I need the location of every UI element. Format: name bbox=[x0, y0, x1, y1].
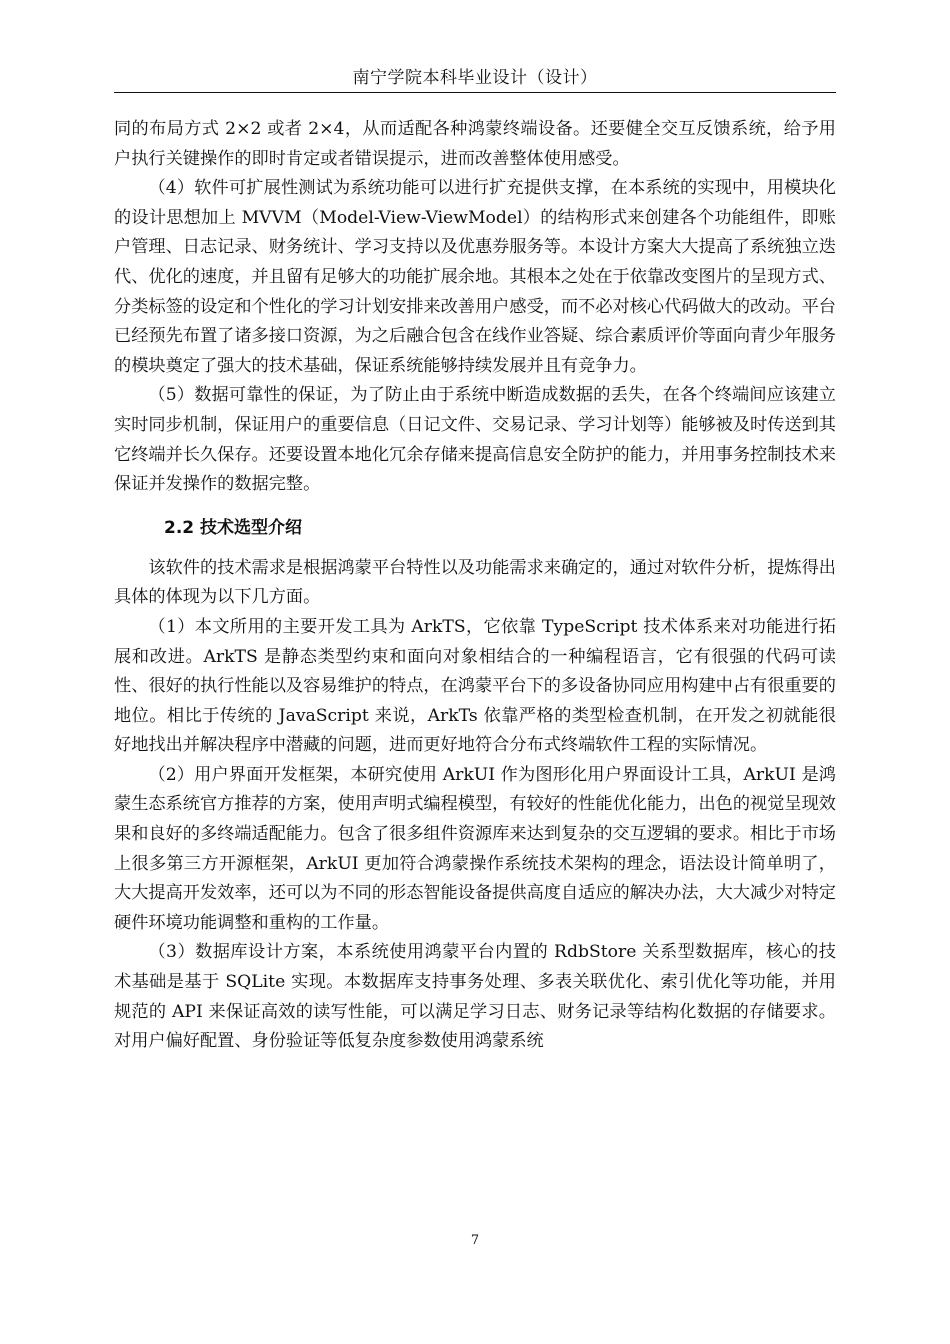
header-divider bbox=[114, 92, 836, 93]
page-number: 7 bbox=[470, 1233, 480, 1248]
paragraph-continuation: 同的布局方式 2×2 或者 2×4，从而适配各种鸿蒙终端设备。还要健全交互反馈系统，给予用户执行关键操作的即时肯定或者错误提示，进而改善整体使用感受。 bbox=[114, 119, 836, 169]
section-heading: 2.2 技术选型介绍 bbox=[164, 517, 303, 538]
page-body bbox=[114, 115, 836, 1057]
paragraph-arkui: （2）用户界面开发框架，本研究使用 ArkUI 作为图形化用户界面设计工具，ArkUI 是鸿蒙生态系统官方推荐的方案，使用声明式编程模型，有较好的性能优化能力，出色的视觉呈现效果和良好的多终端适配能力。包含了很多组件资源库来达到复杂的交互逻辑的要求。相比于市场上很多第三方开源框架，ArkUI 更加符合鸿蒙操作系统技术架构的理念，语法设计简单明了，大大提高开发效率，还可以为不同的形态智能设备提供高度自适应的解决办法，大大减少对特定硬件环境功能调整和重构的工作量。 bbox=[114, 764, 836, 933]
paragraph-arkts: （1）本文所用的主要开发工具为 ArkTS，它依靠 TypeScript 技术体系来对功能进行拓展和改进。ArkTS 是静态类型约束和面向对象相结合的一种编程语言，它有很强的代码可读性、很好的执行性能以及容易维护的特点，在鸿蒙平台下的多设备协同应用构建中占有很重要的地位。相比于传统的 JavaScript 来说，ArkTs 依靠严格的类型检查机制，在开发之初就能很好地找出并解决程序中潜藏的问题，进而更好地符合分布式终端软件工程的实际情况。 bbox=[114, 616, 836, 756]
paragraph-extensibility: （4）软件可扩展性测试为系统功能可以进行扩充提供支撑，在本系统的实现中，用模块化的设计思想加上 MVVM（Model-View-ViewModel）的结构形式来创建各个功能组件，即账户管理、日志记录、财务统计、学习支持以及优惠券服务等。本设计方案大大提高了系统独立迭代、优化的速度，并且留有足够大的功能扩展余地。其根本之处在于依靠改变图片的呈现方式、分类标签的设定和个性化的学习计划安排来改善用户感受，而不必对核心代码做大的改动。平台已经预先布置了诸多接口资源，为之后融合包含在线作业答疑、综合素质评价等面向青少年服务的模块奠定了强大的技术基础，保证系统能够持续发展并且有竞争力。 bbox=[114, 178, 836, 376]
paragraph-tech-intro: 该软件的技术需求是根据鸿蒙平台特性以及功能需求来确定的，通过对软件分析，提炼得出具体的体现为以下几方面。 bbox=[114, 557, 836, 608]
paragraph-database: （3）数据库设计方案，本系统使用鸿蒙平台内置的 RdbStore 关系型数据库，核心的技术基础是基于 SQLite 实现。本数据库支持事务处理、多表关联优化、索引优化等功能，并用规范的 API 来保证高效的读写性能，可以满足学习日志、财务记录等结构化数据的存储要求。对用户偏好配置、身份验证等低复杂度参数使用鸿蒙系统 bbox=[114, 942, 836, 1052]
running-header: 南宁学院本科毕业设计（设计） bbox=[352, 68, 598, 88]
paragraph-data-reliability: （5）数据可靠性的保证，为了防止由于系统中断造成数据的丢失，在各个终端间应该建立实时同步机制，保证用户的重要信息（日记文件、交易记录、学习计划等）能够被及时传送到其它终端并长久保存。还要设置本地化冗余存储来提高信息安全防护的能力，并用事务控制技术来保证并发操作的数据完整。 bbox=[114, 385, 836, 495]
